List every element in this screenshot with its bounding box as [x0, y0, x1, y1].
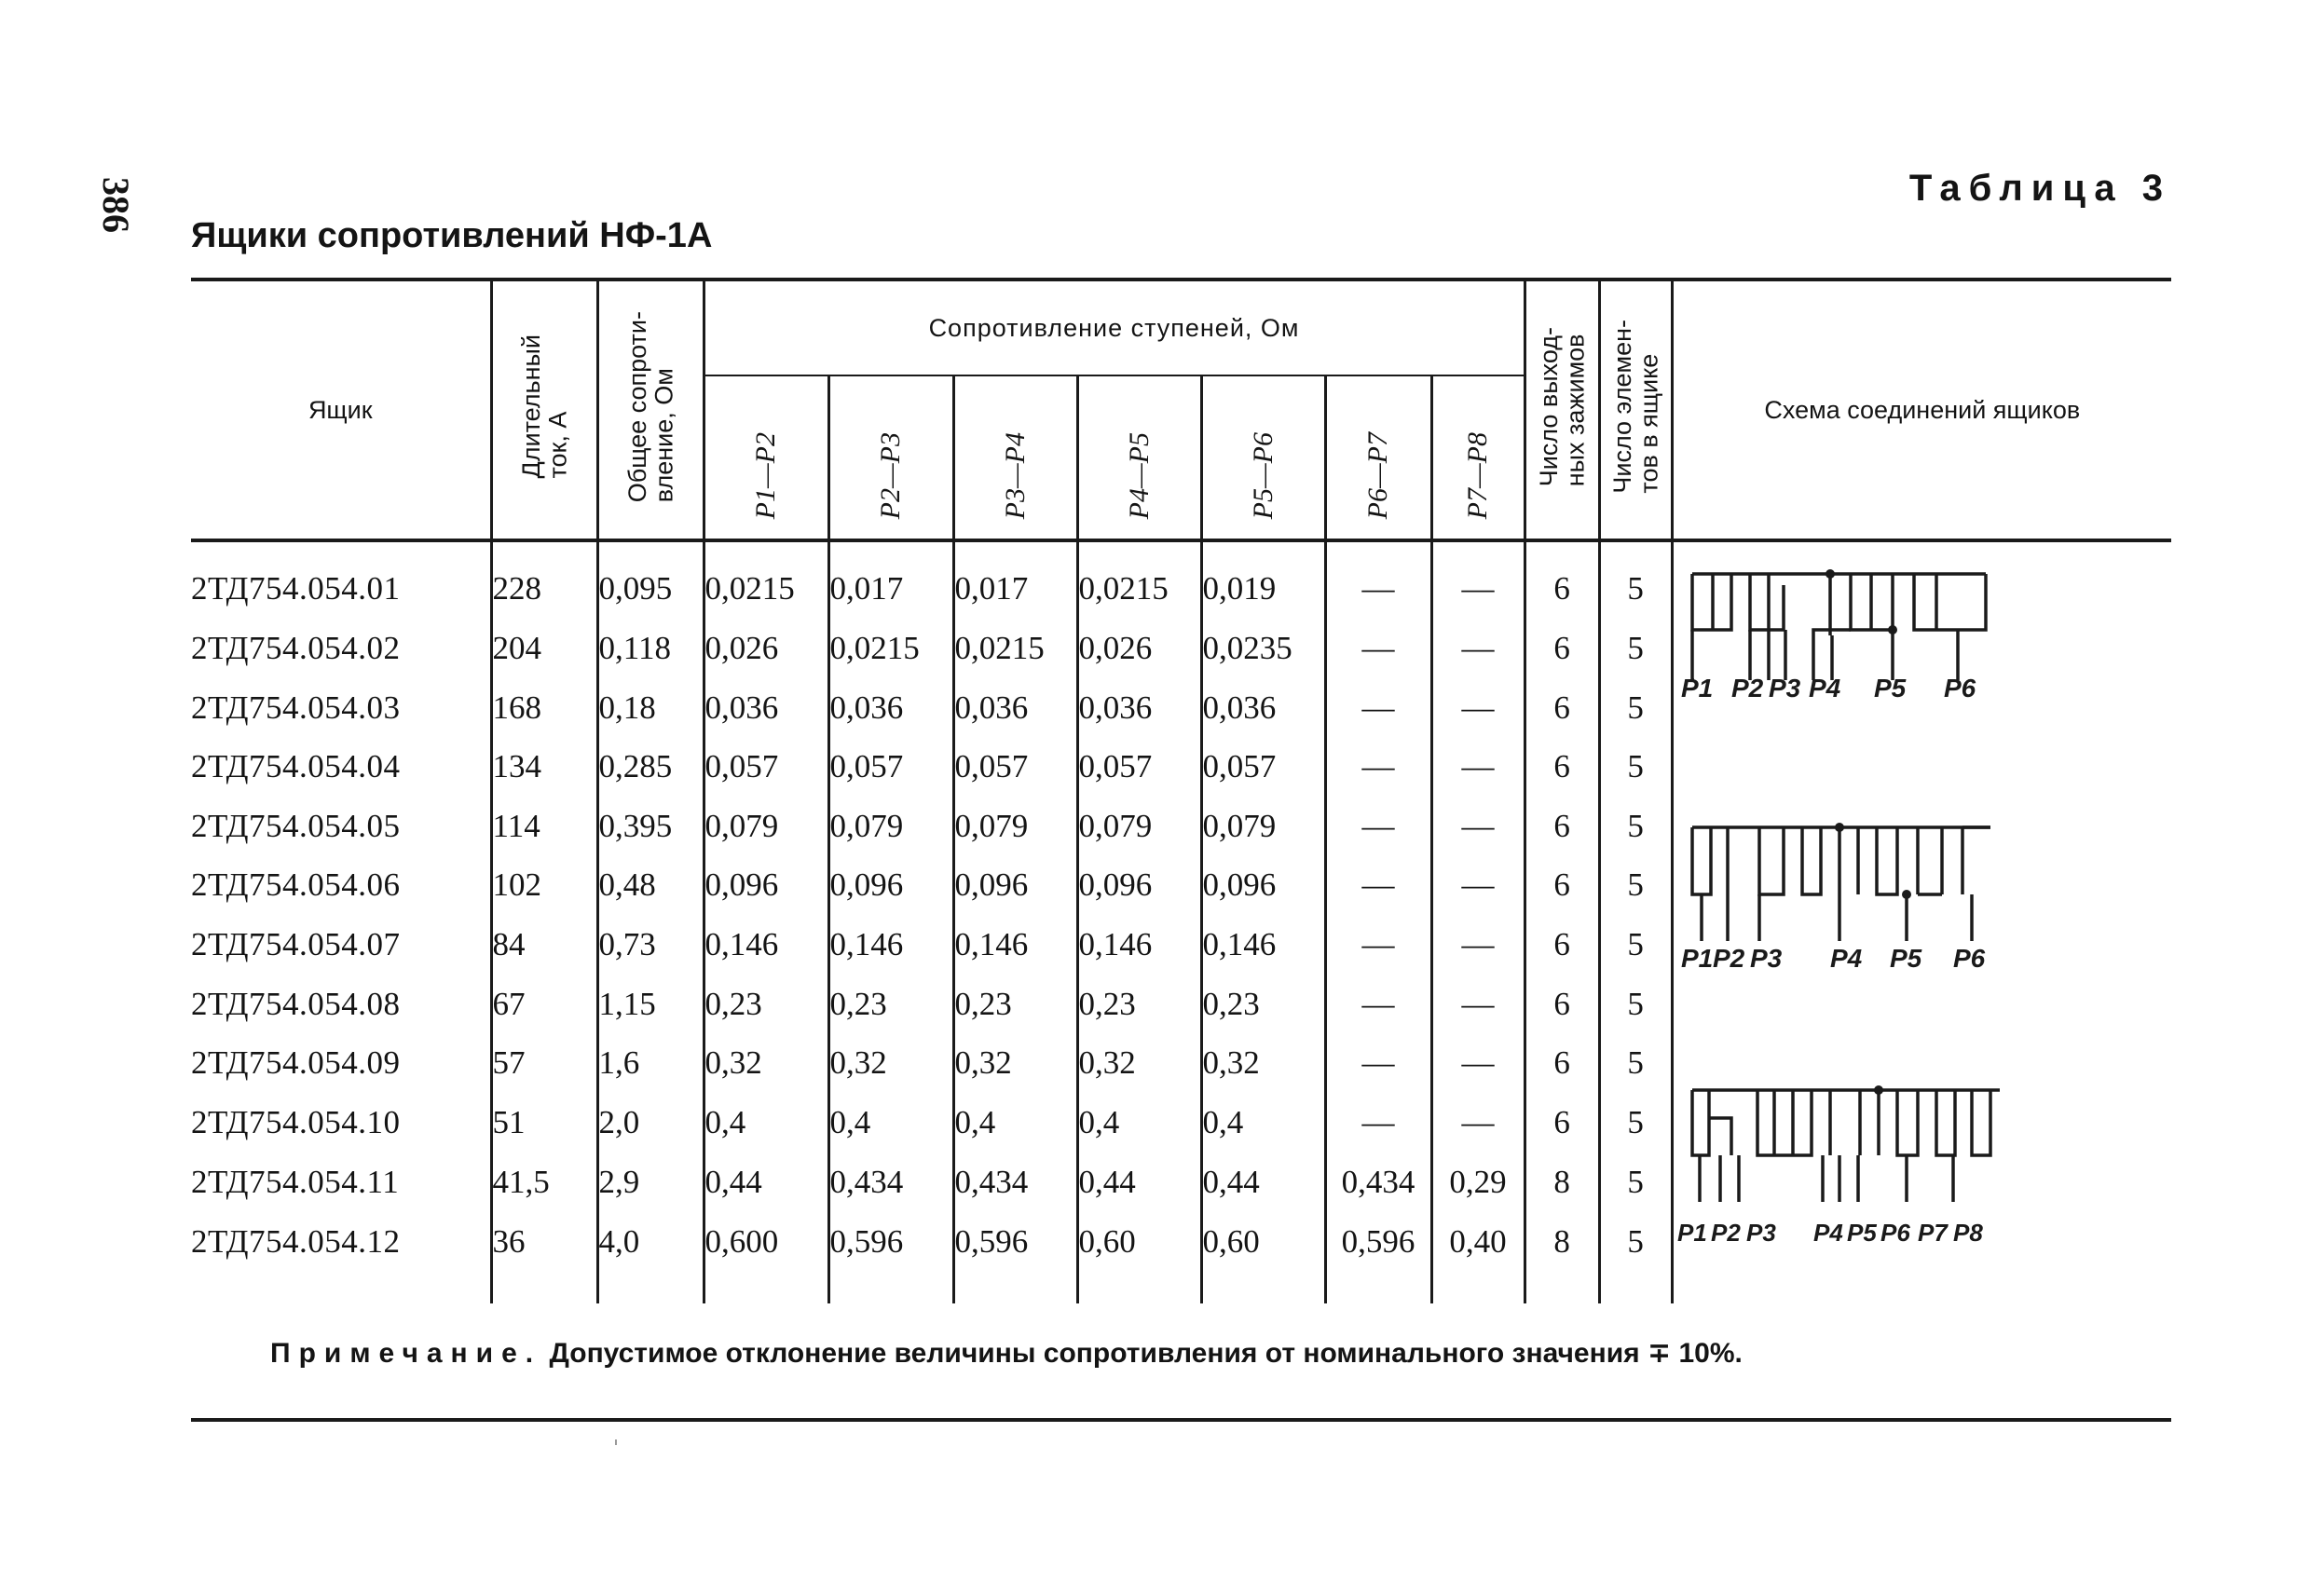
cell-box: 2ТД754.054.06	[191, 866, 401, 904]
terminal-label: Р6	[1880, 1219, 1910, 1247]
cell-stage: 0,057	[1077, 737, 1201, 797]
document-title: Ящики сопротивлений НФ-1А	[191, 216, 713, 255]
cell-total: 1,15	[597, 975, 704, 1034]
cell-stage: —	[1431, 797, 1525, 856]
terminal-label: Р5	[1889, 944, 1921, 973]
cell-total: 0,118	[597, 619, 704, 678]
note-text: Допустимое отклонение величины сопротивления от номинального значения ∓ 10%.	[549, 1338, 1743, 1369]
cell-stage: —	[1325, 619, 1431, 678]
cell-stage: 0,096	[828, 856, 953, 916]
header-box: Ящик	[191, 280, 491, 540]
cell-terminals: 6	[1525, 737, 1599, 797]
terminal-label: Р3	[1749, 944, 1782, 973]
cell-current: 134	[491, 737, 597, 797]
page-number: 386	[95, 177, 137, 233]
cell-elements: 5	[1599, 975, 1672, 1034]
terminal-label: Р6	[1952, 944, 1985, 973]
cell-stage: 0,23	[953, 975, 1077, 1034]
cell-box: 2ТД754.054.10	[191, 1103, 401, 1140]
terminal-label: Р4	[1808, 674, 1840, 703]
cell-stage: 0,23	[704, 975, 828, 1034]
cell-current: 204	[491, 619, 597, 678]
cell-stage: —	[1431, 915, 1525, 975]
cell-stage: 0,44	[1077, 1153, 1201, 1212]
cell-terminals: 6	[1525, 975, 1599, 1034]
cell-current: 228	[491, 540, 597, 619]
cell-stage: 0,146	[1201, 915, 1325, 975]
cell-elements: 5	[1599, 678, 1672, 738]
scheme-1-labels	[1681, 674, 1976, 703]
cell-stage: 0,600	[704, 1211, 828, 1303]
table-body	[191, 540, 2171, 1303]
stage-label: Р3—Р4	[999, 431, 1031, 519]
cell-stage: 0,057	[704, 737, 828, 797]
cell-stage: 0,4	[828, 1093, 953, 1153]
cell-current: 51	[491, 1093, 597, 1153]
table-row	[191, 540, 2171, 619]
cell-box: 2ТД754.054.07	[191, 926, 401, 963]
cell-stage: 0,017	[953, 540, 1077, 619]
cell-stage: 0,0215	[828, 619, 953, 678]
cell-stage: 0,44	[704, 1153, 828, 1212]
cell-stage: 0,60	[1077, 1211, 1201, 1303]
header-current-label: Длительный ток, А	[516, 334, 571, 479]
cell-stage: 0,026	[704, 619, 828, 678]
cell-total: 2,0	[597, 1093, 704, 1153]
cell-stage: —	[1431, 619, 1525, 678]
cell-stage: 0,079	[1077, 797, 1201, 856]
cell-terminals: 6	[1525, 797, 1599, 856]
cell-terminals: 6	[1525, 856, 1599, 916]
stage-label: Р4—Р5	[1123, 431, 1155, 519]
stage-label: Р2—Р3	[875, 431, 907, 519]
cell-stage: —	[1325, 915, 1431, 975]
cell-current: 41,5	[491, 1153, 597, 1212]
cell-stage: 0,4	[953, 1093, 1077, 1153]
cell-stage: —	[1431, 737, 1525, 797]
cell-terminals: 6	[1525, 1034, 1599, 1094]
cell-elements: 5	[1599, 737, 1672, 797]
cell-stage: 0,146	[953, 915, 1077, 975]
cell-stage: 0,096	[953, 856, 1077, 916]
scheme-3-labels	[1677, 1219, 1983, 1247]
cell-stage: 0,036	[704, 678, 828, 738]
cell-stage: 0,0215	[953, 619, 1077, 678]
connection-schemes	[1674, 559, 2046, 1295]
cell-total: 1,6	[597, 1034, 704, 1094]
header-stage-5	[1201, 375, 1325, 540]
cell-total: 4,0	[597, 1211, 704, 1303]
cell-stage: 0,079	[828, 797, 953, 856]
cell-stage: 0,019	[1201, 540, 1325, 619]
cell-stage: 0,596	[953, 1211, 1077, 1303]
header-stage-1	[704, 375, 828, 540]
cell-elements: 5	[1599, 856, 1672, 916]
cell-stage: 0,434	[1325, 1153, 1431, 1212]
cell-stage: —	[1431, 975, 1525, 1034]
terminal-label: Р5	[1846, 1219, 1877, 1247]
scheme-3	[1692, 1090, 2000, 1202]
cell-stage: 0,32	[953, 1034, 1077, 1094]
stage-label: Р7—Р8	[1462, 431, 1494, 519]
cell-stage: 0,4	[1201, 1093, 1325, 1153]
scheme-1-nodes	[1826, 569, 1897, 634]
cell-stage: 0,32	[1201, 1034, 1325, 1094]
cell-total: 0,395	[597, 797, 704, 856]
cell-elements: 5	[1599, 1211, 1672, 1303]
cell-stage: 0,596	[828, 1211, 953, 1303]
cell-stage: 0,096	[1077, 856, 1201, 916]
cell-stage: 0,40	[1431, 1211, 1525, 1303]
resistance-boxes-table	[191, 278, 2171, 1303]
scheme-3-nodes	[1874, 1085, 1883, 1095]
header-stage-group: Сопротивление ступеней, Ом	[704, 280, 1525, 375]
cell-stage: 0,596	[1325, 1211, 1431, 1303]
terminal-label: Р4	[1812, 1219, 1843, 1247]
cell-stage: 0,057	[953, 737, 1077, 797]
cell-terminals: 8	[1525, 1211, 1599, 1303]
stage-label: Р5—Р6	[1247, 431, 1279, 519]
terminal-label: Р2	[1710, 1219, 1741, 1247]
cell-current: 67	[491, 975, 597, 1034]
header-stage-6	[1325, 375, 1431, 540]
cell-current: 102	[491, 856, 597, 916]
cell-stage: —	[1325, 797, 1431, 856]
cell-box: 2ТД754.054.05	[191, 807, 401, 844]
cell-stage: 0,32	[1077, 1034, 1201, 1094]
cell-stage: 0,036	[1201, 678, 1325, 738]
cell-stage: —	[1431, 1034, 1525, 1094]
cell-stage: 0,60	[1201, 1211, 1325, 1303]
cell-stage: 0,057	[828, 737, 953, 797]
cell-stage: 0,079	[704, 797, 828, 856]
cell-stage: —	[1325, 737, 1431, 797]
header-stage-7	[1431, 375, 1525, 540]
cell-total: 0,18	[597, 678, 704, 738]
cell-total: 0,73	[597, 915, 704, 975]
cell-elements: 5	[1599, 797, 1672, 856]
cell-total: 0,48	[597, 856, 704, 916]
table-header	[191, 280, 2171, 540]
cell-stage: 0,44	[1201, 1153, 1325, 1212]
terminal-label: Р8	[1952, 1219, 1983, 1247]
scheme-2-nodes	[1835, 823, 1911, 899]
cell-box: 2ТД754.054.03	[191, 689, 401, 726]
cell-stage: —	[1325, 678, 1431, 738]
terminal-label: Р7	[1917, 1219, 1948, 1247]
table-label: Таблица 3	[1908, 168, 2171, 209]
cell-terminals: 6	[1525, 915, 1599, 975]
cell-terminals: 6	[1525, 1093, 1599, 1153]
scheme-2	[1692, 827, 1990, 941]
header-total-resistance	[597, 280, 704, 540]
header-total-resistance-label: Общее сопроти- вление, Ом	[622, 310, 677, 503]
cell-stage: 0,434	[828, 1153, 953, 1212]
cell-stage: 0,036	[1077, 678, 1201, 738]
header-scheme: Схема соединений ящиков	[1672, 280, 2171, 540]
header-stage-3	[953, 375, 1077, 540]
cell-terminals: 6	[1525, 540, 1599, 619]
cell-stage: —	[1325, 1093, 1431, 1153]
cell-current: 114	[491, 797, 597, 856]
stage-label: Р1—Р2	[750, 431, 782, 519]
cell-stage: 0,036	[828, 678, 953, 738]
cell-terminals: 8	[1525, 1153, 1599, 1212]
page-speck	[615, 1439, 617, 1445]
terminal-label: Р1	[1676, 1219, 1707, 1247]
cell-stage: 0,057	[1201, 737, 1325, 797]
cell-current: 36	[491, 1211, 597, 1303]
scheme-2-labels	[1681, 944, 1986, 973]
terminal-label: Р1	[1680, 944, 1713, 973]
cell-stage: —	[1325, 856, 1431, 916]
cell-total: 2,9	[597, 1153, 704, 1212]
header-stage-4	[1077, 375, 1201, 540]
cell-stage: —	[1325, 540, 1431, 619]
terminal-label: Р2	[1712, 944, 1744, 973]
cell-stage: —	[1431, 1093, 1525, 1153]
cell-stage: 0,29	[1431, 1153, 1525, 1212]
cell-stage: 0,146	[828, 915, 953, 975]
table-note	[270, 1337, 1743, 1370]
cell-stage: 0,23	[1077, 975, 1201, 1034]
cell-stage: 0,4	[704, 1093, 828, 1153]
cell-terminals: 6	[1525, 619, 1599, 678]
cell-elements: 5	[1599, 540, 1672, 619]
cell-box: 2ТД754.054.12	[191, 1222, 401, 1260]
header-elements	[1599, 280, 1672, 540]
cell-stage: 0,0235	[1201, 619, 1325, 678]
cell-box: 2ТД754.054.01	[191, 570, 401, 607]
cell-current: 168	[491, 678, 597, 738]
cell-box: 2ТД754.054.09	[191, 1044, 401, 1082]
cell-current: 57	[491, 1034, 597, 1094]
scheme-1	[1692, 574, 1986, 680]
cell-elements: 5	[1599, 619, 1672, 678]
cell-stage: —	[1325, 1034, 1431, 1094]
cell-stage: 0,079	[953, 797, 1077, 856]
cell-total: 0,095	[597, 540, 704, 619]
cell-stage: 0,4	[1077, 1093, 1201, 1153]
cell-box: 2ТД754.054.08	[191, 985, 401, 1022]
cell-box: 2ТД754.054.04	[191, 748, 401, 785]
header-elements-label: Число элемен- тов в ящике	[1607, 320, 1663, 494]
scheme-column	[1672, 540, 2171, 1303]
cell-elements: 5	[1599, 1093, 1672, 1153]
terminal-label: Р2	[1730, 674, 1763, 703]
cell-stage: —	[1325, 975, 1431, 1034]
header-terminals-label: Число выход- ных зажимов	[1534, 326, 1590, 487]
cell-stage: 0,0215	[1077, 540, 1201, 619]
cell-terminals: 6	[1525, 678, 1599, 738]
stage-label: Р6—Р7	[1362, 431, 1394, 519]
header-current	[491, 280, 597, 540]
terminal-label: Р5	[1873, 674, 1906, 703]
header-terminals	[1525, 280, 1599, 540]
cell-stage: 0,026	[1077, 619, 1201, 678]
terminal-label: Р3	[1745, 1219, 1776, 1247]
cell-elements: 5	[1599, 915, 1672, 975]
cell-stage: 0,32	[828, 1034, 953, 1094]
cell-current: 84	[491, 915, 597, 975]
cell-stage: 0,036	[953, 678, 1077, 738]
cell-elements: 5	[1599, 1034, 1672, 1094]
terminal-label: Р1	[1680, 674, 1713, 703]
cell-stage: 0,0215	[704, 540, 828, 619]
cell-stage: —	[1431, 540, 1525, 619]
cell-stage: 0,434	[953, 1153, 1077, 1212]
note-label: Примечание.	[270, 1338, 542, 1369]
header-stage-2	[828, 375, 953, 540]
cell-stage: 0,096	[1201, 856, 1325, 916]
terminal-label: Р6	[1943, 674, 1976, 703]
cell-stage: 0,23	[1201, 975, 1325, 1034]
cell-box: 2ТД754.054.11	[191, 1163, 400, 1200]
cell-stage: 0,23	[828, 975, 953, 1034]
bottom-rule	[191, 1418, 2171, 1422]
cell-stage: —	[1431, 856, 1525, 916]
cell-stage: 0,079	[1201, 797, 1325, 856]
cell-stage: —	[1431, 678, 1525, 738]
cell-stage: 0,146	[704, 915, 828, 975]
cell-stage: 0,096	[704, 856, 828, 916]
cell-total: 0,285	[597, 737, 704, 797]
terminal-label: Р4	[1829, 944, 1862, 973]
terminal-label: Р3	[1768, 674, 1800, 703]
cell-stage: 0,017	[828, 540, 953, 619]
cell-stage: 0,146	[1077, 915, 1201, 975]
cell-box: 2ТД754.054.02	[191, 629, 401, 666]
cell-stage: 0,32	[704, 1034, 828, 1094]
cell-elements: 5	[1599, 1153, 1672, 1212]
